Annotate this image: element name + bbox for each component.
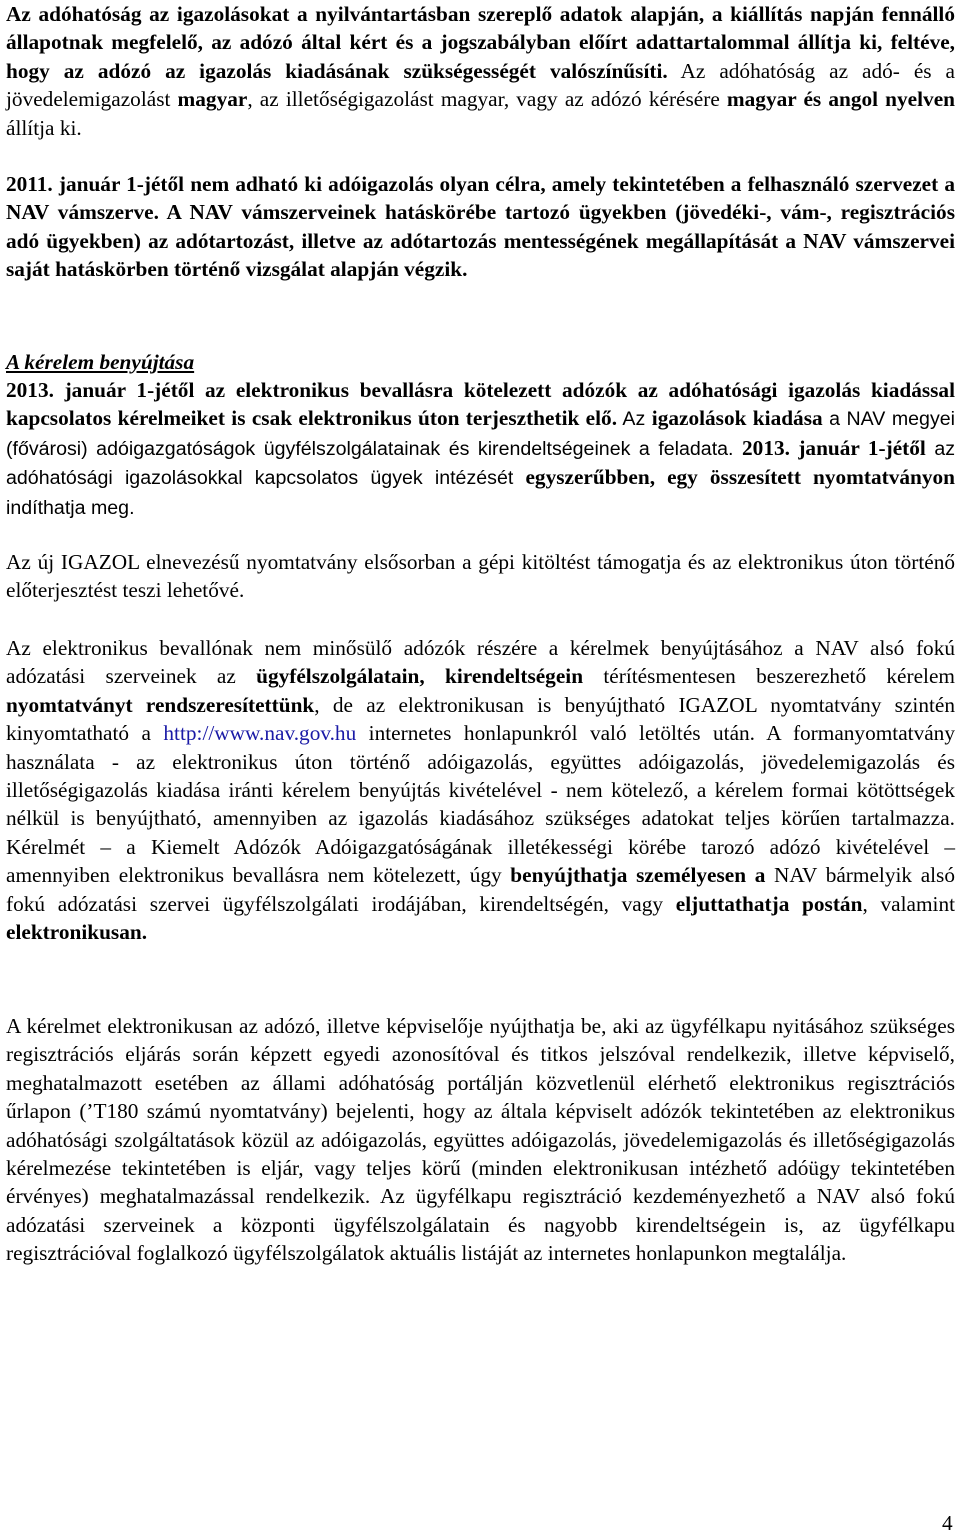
paragraph-paper-submission <box>6 634 955 946</box>
text-run: Az <box>617 408 652 431</box>
text-run: , de az elektronikusan is benyújtható IGAZOL nyomtatvány szintén kinyomtatható a <box>6 692 955 746</box>
text-run: elektronikusan. <box>6 920 148 945</box>
section-heading: A kérelem benyújtása <box>6 350 195 374</box>
text-run: 2013. január 1-jétől az elektronikus bevallásra kötelezett adózók az adóhatósági igazolás kiadással kapcsolatos kérelmeiket is csak elektronikus úton terjeszthetik elő. <box>6 378 955 431</box>
paragraph-customs-restriction <box>6 170 955 284</box>
text-run: magyar <box>177 87 248 112</box>
text-run: nyomtatványt rendszeresítettünk <box>6 692 315 717</box>
text-run: Az adóhatóság az igazolásokat a nyilvántartásban szereplő adatok alapján, a kiállítás napján fennálló állapotnak megfelelő, az adózó által kért és a jogszabályban előírt adattartalommal állítja ki, feltéve, hogy az adózó az igazolás kiadásának szükségességét valószínűsíti. <box>6 2 955 83</box>
paragraph-electronic-filing <box>6 1012 955 1268</box>
text-run: , az illetőségigazolást magyar, vagy az adózó kérésére <box>247 87 727 112</box>
text-run: A kérelmet elektronikusan az adózó, illetve képviselője nyújthatja be, aki az ügyfélkapu nyitásához szükséges regisztrációs eljárás során képzett egyedi azonosítóval és titkos jelszóval rendelkezik, illetve képviselő, meghatalmazott esetében az állami adóhatóság portálján közvetlenül elérhető elektronikus regisztrációs űrlapon (’T180 számú nyomtatvány) bejelenti, hogy az általa képviselt adózók tekintetében az elektronikus adóhatósági szolgáltatások közül az adóigazolás, együttes adóigazolás, jövedelemigazolás és illetőségigazolás kérelmezése tekintetében is eljár, vagy teljes körű (minden elektronikusan intézhető adóügy tekintetében érvényes) meghatalmazással rendelkezik. Az ügyfélkapu regisztráció kezdeményezhető a NAV alsó fokú adózatási szerveinek a központi ügyfélszolgálatain és nagyobb kirendeltségein is, az ügyfélkapu regisztrációval foglalkozó ügyfélszolgálatok aktuális listáját az internetes honlapunkon megtalálja. <box>6 1014 955 1266</box>
text-run: eljuttathatja postán <box>675 891 863 916</box>
text-run: igazolások kiadása <box>651 406 823 431</box>
text-run: a NAV megyei (fővárosi) adóigazgatóságok ügyfélszolgálatainak és kirendeltségeinek a feladata. <box>6 408 955 460</box>
text-run: 2011. január 1-jétől nem adható ki adóigazolás olyan célra, amely tekintetében a felhasználó szervezet a NAV vámszerve. A NAV vámszerveinek hatáskörébe tartozó ügyekben (jövedéki-, vám-, regisztrációs adó ügyekben) az adótartozást, illetve az adótartozás mentességének megállapítását a NAV vámszervei saját hatáskörben történő vizsgálat alapján végzik. <box>6 172 955 282</box>
text-run: internetes honlapunkról való letöltés után. A formanyomtatvány használata - az elektronikus úton történő adóigazolás, együttes adóigazolás, jövedelemigazolás és illetőségigazolás kiadása iránti kérelem benyújtás kivételével - nem kötelező, a kérelem formai kötöttségek nélkül is benyújtható, amennyiben az igazolás kiadásához szükséges adatokat teljes körűen tartalmazza. Kérelmét – a Kiemelt Adózók Adóigazgatóságának illetékességi körébe tarozó adózó kivételével – amennyiben elektronikus bevallásra nem kötelezett, úgy <box>6 721 955 888</box>
text-run: indíthatja meg. <box>6 496 135 519</box>
page-number: 4 <box>942 1511 953 1535</box>
text-run: Az adóhatóság az adó- és a jövedelemigazolást <box>6 58 955 112</box>
text-run: benyújthatja személyesen a <box>510 863 766 888</box>
text-run: magyar és angol nyelven <box>726 87 955 112</box>
text-run: 2013. január 1-jétől <box>742 435 926 460</box>
text-run: az adóhatósági igazolásokkal kapcsolatos ügyek intézését <box>6 437 956 490</box>
text-run: ügyfélszolgálatain, kirendeltségein <box>256 664 584 689</box>
text-run: NAV bármelyik alsó fokú adózatási szervei ügyfélszolgálati irodájában, kirendeltségén, vagy <box>6 863 955 916</box>
nav-website-link[interactable]: http://www.nav.gov.hu <box>163 721 357 746</box>
text-run: állítja ki. <box>6 115 82 140</box>
paragraph-electronic-submission <box>6 376 955 522</box>
paragraph-igazol-form <box>6 548 955 605</box>
text-run: egyszerűbben, egy összesített nyomtatványon <box>525 465 955 490</box>
text-run: Az új IGAZOL elnevezésű nyomtatvány elsősorban a gépi kitöltést támogatja és az elektronikus úton történő előterjesztést teszi lehetővé. <box>6 550 955 603</box>
text-run: Az elektronikus bevallónak nem minősülő adózók részére a kérelmek benyújtásához a NAV alsó fokú adózatási szerveinek az <box>6 636 955 689</box>
paragraph-issuance-conditions <box>6 0 955 142</box>
text-run: , valamint <box>862 891 956 916</box>
text-run: térítésmentesen beszerezhető kérelem <box>583 664 955 689</box>
